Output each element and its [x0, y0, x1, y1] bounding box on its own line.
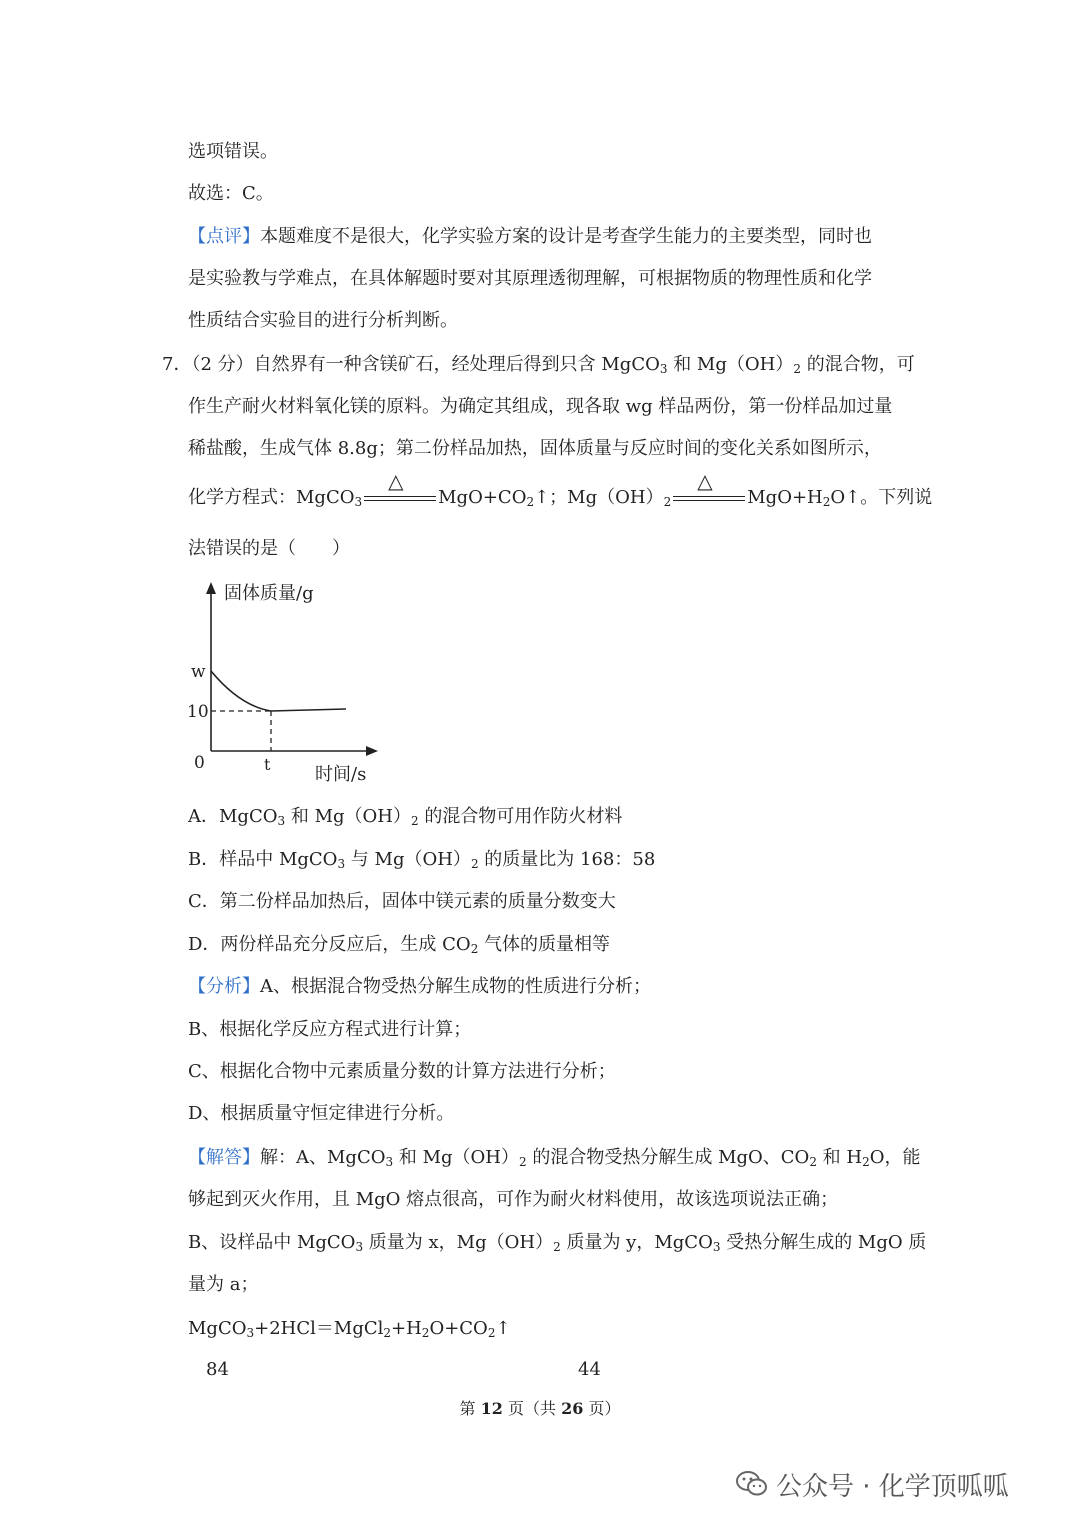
- answer-paragraph: [188, 1145, 921, 1171]
- answer-text: 受热分解生成的 MgO 质: [720, 1232, 927, 1253]
- question-text: 的混合物，可: [800, 354, 915, 375]
- subscript: 2: [526, 495, 535, 509]
- subscript: 3: [712, 1240, 721, 1254]
- subscript: 3: [659, 362, 668, 376]
- delta-icon: △: [388, 469, 404, 493]
- reaction-equation: [188, 1316, 511, 1342]
- watermark-text: 公众号 · 化学顶呱呱: [776, 1471, 1009, 1502]
- review-text: 性质结合实验目的进行分析判断。: [188, 310, 458, 331]
- equation-text: O+CO: [429, 1318, 488, 1339]
- subscript: 2: [809, 1155, 817, 1169]
- answer-tag: 【解答】: [188, 1147, 260, 1168]
- page-number: 12: [480, 1399, 503, 1418]
- subscript: 3: [354, 495, 363, 509]
- answer-text: 解：A、MgCO: [260, 1147, 386, 1168]
- subscript: 2: [793, 362, 801, 376]
- subscript: 2: [487, 1326, 496, 1340]
- subscript: 2: [862, 1155, 870, 1169]
- text-line: 选项错误。: [188, 141, 278, 162]
- option-text: 的混合物可用作防火材料: [418, 806, 623, 827]
- subscript: 2: [410, 814, 419, 828]
- y-axis-label: 固体质量/g: [224, 583, 314, 604]
- option-text: 和 Mg（OH）: [285, 806, 411, 827]
- question-text: 自然界有一种含镁矿石，经处理后得到只含 MgCO: [253, 354, 660, 375]
- option-text: 气体的质量相等: [478, 934, 611, 955]
- equation-text: MgO+H: [747, 487, 823, 508]
- analysis-text: A、根据混合物受热分解生成物的性质进行分析；: [260, 976, 651, 997]
- equation-text: ↑；Mg（OH）: [534, 487, 664, 508]
- option-text: D．两份样品充分反应后，生成 CO: [188, 934, 471, 955]
- option-text: 与 Mg（OH）: [345, 849, 471, 870]
- answer-text: 和 Mg（OH）: [393, 1147, 519, 1168]
- equation-text: +H: [391, 1318, 422, 1339]
- subscript: 2: [553, 1240, 561, 1254]
- option-d: [188, 932, 610, 958]
- heating-arrow: [673, 469, 745, 511]
- chemical-equation-line: [188, 469, 933, 511]
- subscript: 2: [663, 495, 672, 509]
- subscript: 3: [385, 1155, 394, 1169]
- answer-text: 和 H: [816, 1147, 863, 1168]
- review-text: 是实验教与学难点，在具体解题时要对其原理透彻理解，可根据物质的物理性质和化学: [188, 268, 872, 289]
- answer-text: 量为 a；: [188, 1274, 259, 1295]
- question-text: 法错误的是（ ）: [188, 538, 350, 559]
- delta-icon: △: [697, 469, 713, 493]
- mass-curve: [211, 671, 346, 711]
- review-text: 本题难度不是很大，化学实验方案的设计是考查学生能力的主要类型，同时也: [260, 226, 872, 247]
- equation-text: MgO+CO: [438, 487, 527, 508]
- footer-text: 第: [459, 1399, 481, 1418]
- equation-text: 化学方程式：MgCO: [188, 487, 355, 508]
- question-text: 稀盐酸，生成气体 8.8g；第二份样品加热，固体质量与反应时间的变化关系如图所示，: [188, 438, 882, 459]
- subscript: 2: [518, 1155, 527, 1169]
- total-pages: 26: [561, 1399, 584, 1418]
- subscript: 3: [246, 1326, 255, 1340]
- option-text: B．样品中 MgCO: [188, 849, 338, 870]
- subscript: 2: [470, 857, 479, 871]
- question-text: 作生产耐火材料氧化镁的原料。为确定其组成，现各取 wg 样品两份，第一份样品加过量: [188, 396, 893, 417]
- mass-time-graph: [180, 576, 390, 790]
- answer-line: [188, 1230, 926, 1256]
- answer-text: 够起到灭火作用，且 MgO 熔点很高，可作为耐火材料使用，故该选项说法正确；: [188, 1189, 839, 1210]
- subscript: 3: [277, 814, 286, 828]
- subscript: 3: [355, 1240, 364, 1254]
- subscript: 2: [421, 1326, 430, 1340]
- watermark: [736, 1464, 1009, 1504]
- analysis-text: B、根据化学反应方程式进行计算；: [188, 1019, 472, 1040]
- footer-text: 页）: [583, 1399, 621, 1418]
- x-axis-arrow-icon: [366, 746, 378, 756]
- subscript: 2: [470, 942, 479, 956]
- wechat-icon: [736, 1470, 768, 1498]
- option-a: [188, 804, 622, 830]
- page-footer: [0, 1396, 1080, 1419]
- question-text: 和 Mg（OH）: [667, 354, 794, 375]
- review-tag: 【点评】: [188, 226, 260, 247]
- text-line: 故选：C。: [188, 183, 274, 204]
- answer-text: 质量为 x，Mg（OH）: [363, 1232, 554, 1253]
- question-number: 7．: [162, 354, 192, 375]
- answer-text: 质量为 y，MgCO: [560, 1232, 713, 1253]
- question-line: [162, 352, 915, 378]
- heating-arrow: [364, 469, 436, 511]
- molar-mass-44: 44: [578, 1359, 601, 1380]
- y-axis-arrow-icon: [206, 582, 216, 594]
- subscript: 3: [337, 857, 346, 871]
- analysis-text: D、根据质量守恒定律进行分析。: [188, 1103, 455, 1124]
- answer-text: O，能: [869, 1147, 921, 1168]
- footer-text: 页（共: [502, 1399, 562, 1418]
- equation-text: +2HCl＝MgCl: [254, 1318, 384, 1339]
- answer-text: B、设样品中 MgCO: [188, 1232, 356, 1253]
- subscript: 2: [822, 495, 831, 509]
- w-tick-label: w: [191, 662, 206, 682]
- analysis-paragraph: [188, 974, 651, 1000]
- option-c: C．第二份样品加热后，固体中镁元素的质量分数变大: [188, 891, 616, 912]
- option-text: 的质量比为 168：58: [478, 849, 656, 870]
- subscript: 2: [383, 1326, 392, 1340]
- analysis-text: C、根据化合物中元素质量分数的计算方法进行分析；: [188, 1061, 616, 1082]
- equation-text: MgCO: [188, 1318, 247, 1339]
- equation-text: O↑。下列说: [830, 487, 933, 508]
- analysis-tag: 【分析】: [188, 976, 260, 997]
- option-text: A．MgCO: [188, 806, 278, 827]
- answer-text: 的混合物受热分解生成 MgO、CO: [526, 1147, 810, 1168]
- question-points: （2 分）: [191, 354, 254, 375]
- molar-mass-84: 84: [206, 1359, 229, 1380]
- equation-text: ↑: [495, 1318, 511, 1339]
- ten-tick-label: 10: [187, 702, 209, 722]
- review-paragraph: [188, 224, 872, 250]
- origin-label: 0: [194, 753, 205, 773]
- t-tick-label: t: [264, 755, 271, 774]
- option-b: [188, 847, 655, 873]
- x-axis-label: 时间/s: [315, 764, 367, 785]
